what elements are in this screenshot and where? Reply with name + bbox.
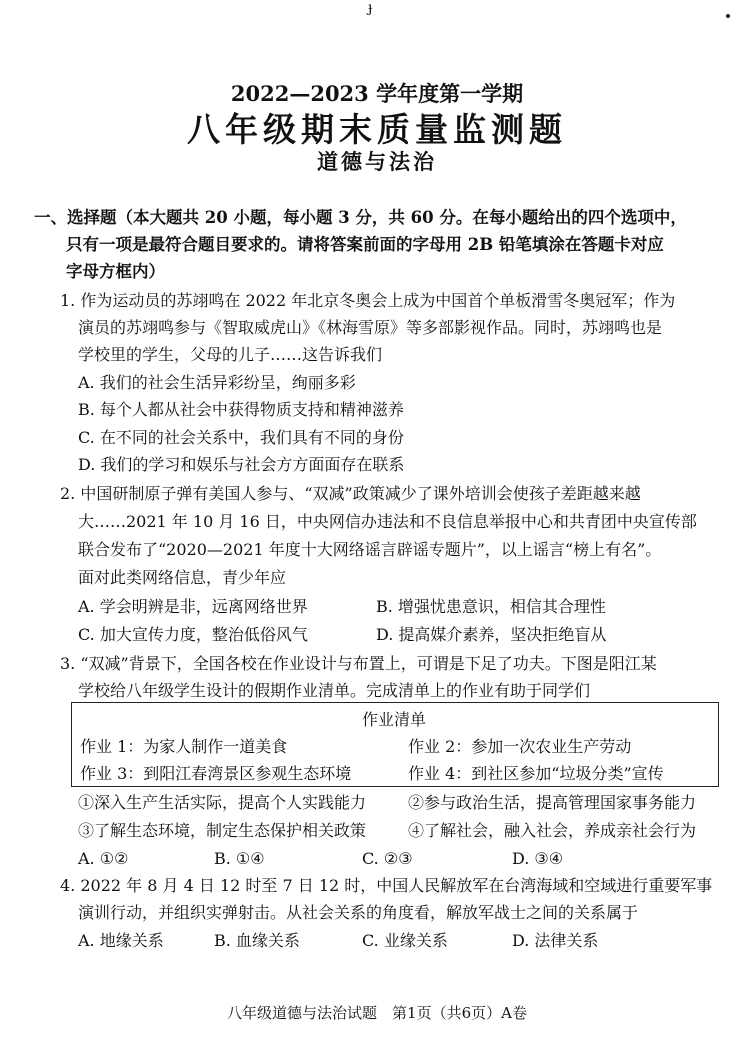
q1-option-d: D. 我们的学习和娱乐与社会方方面面存在联系 [78, 455, 405, 474]
q2-stem-line1: 2. 中国研制原子弹有美国人参与、“双减”政策减少了课外培训会使孩子差距越来越 [60, 484, 641, 503]
homework-item-3: 作业 3：到阳江春湾景区参观生态环境 [80, 764, 352, 783]
q4-option-c: C. 业缘关系 [362, 931, 448, 950]
q1-stem-line2: 演员的苏翊鸣参与《智取威虎山》《林海雪原》等多部影视作品。同时，苏翊鸣也是 [78, 318, 663, 337]
q3-statement-4: ④了解社会，融入社会，养成亲社会行为 [408, 821, 697, 840]
q3-statement-3: ③了解生态环境，制定生态保护相关政策 [78, 821, 367, 840]
homework-item-1: 作业 1：为家人制作一道美食 [80, 737, 288, 756]
exam-year: 2022—2023 学年度第一学期 [230, 81, 524, 106]
q1-stem-line3: 学校里的学生，父母的儿子……这告诉我们 [78, 345, 383, 364]
exam-title: 八年级期末质量监测题 [187, 110, 567, 149]
q2-option-d: D. 提高媒介素养，坚决拒绝盲从 [376, 625, 607, 644]
q3-option-a: A. ①② [78, 849, 129, 868]
q4-stem-line2: 演训行动，并组织实弹射击。从社会关系的角度看，解放军战士之间的关系属于 [78, 903, 639, 922]
q1-option-a: A. 我们的社会生活异彩纷呈，绚丽多彩 [78, 373, 356, 392]
q1-stem-line1: 1. 作为运动员的苏翊鸣在 2022 年北京冬奥会上成为中国首个单板滑雪冬奥冠军；作为 [60, 291, 676, 310]
q2-stem-line2: 大……2021 年 10 月 16 日，中央网信办违法和不良信息举报中心和共青团中央宣传部 [78, 512, 697, 531]
section-heading-line3: 字母方框内） [66, 262, 165, 281]
homework-table-title: 作业清单 [361, 710, 426, 729]
scan-dot [726, 14, 730, 18]
q3-statement-1: ①深入生产生活实际，提高个人实践能力 [78, 793, 367, 812]
section-heading-line2: 只有一项是最符合题目要求的。请将答案前面的字母用 2B 铅笔填涂在答题卡对应 [66, 235, 664, 254]
q3-statement-2: ②参与政治生活，提高管理国家事务能力 [408, 793, 697, 812]
q2-option-a: A. 学会明辨是非，远离网络世界 [78, 597, 308, 616]
q4-option-b: B. 血缘关系 [214, 931, 300, 950]
q1-option-c: C. 在不同的社会关系中，我们具有不同的身份 [78, 428, 404, 447]
q2-stem-line4: 面对此类网络信息，青少年应 [78, 568, 287, 587]
homework-item-4: 作业 4：到社区参加“垃圾分类”宣传 [408, 764, 664, 783]
q3-stem-line1: 3. “双减”背景下，全国各校在作业设计与布置上，可谓是下足了功夫。下图是阳江某 [60, 654, 657, 673]
q4-option-a: A. 地缘关系 [78, 931, 164, 950]
q4-option-d: D. 法律关系 [512, 931, 599, 950]
q2-option-c: C. 加大宣传力度，整治低俗风气 [78, 625, 308, 644]
exam-subject: 道德与法治 [317, 149, 437, 174]
section-heading-line1: 一、选择题（本大题共 20 小题，每小题 3 分，共 60 分。在每小题给出的四个选项中， [34, 208, 687, 227]
homework-item-2: 作业 2：参加一次农业生产劳动 [408, 737, 632, 756]
scan-mark: ɟ [368, 0, 373, 16]
q1-option-b: B. 每个人都从社会中获得物质支持和精神滋养 [78, 400, 404, 419]
q3-option-b: B. ①④ [214, 849, 265, 868]
q3-stem-line2: 学校给八年级学生设计的假期作业清单。完成清单上的作业有助于同学们 [78, 681, 591, 700]
q3-option-d: D. ③④ [512, 849, 564, 868]
q4-stem-line1: 4. 2022 年 8 月 4 日 12 时至 7 日 12 时，中国人民解放军在台湾海域和空域进行重要军事 [60, 876, 713, 895]
q2-stem-line3: 联合发布了“2020—2021 年度十大网络谣言辟谣专题片”，以上谣言“榜上有名”。 [78, 540, 662, 559]
q2-option-b: B. 增强忧患意识，相信其合理性 [376, 597, 606, 616]
page-footer: 八年级道德与法治试题 第1页（共6页）A卷 [227, 1004, 527, 1022]
q3-option-c: C. ②③ [362, 849, 413, 868]
